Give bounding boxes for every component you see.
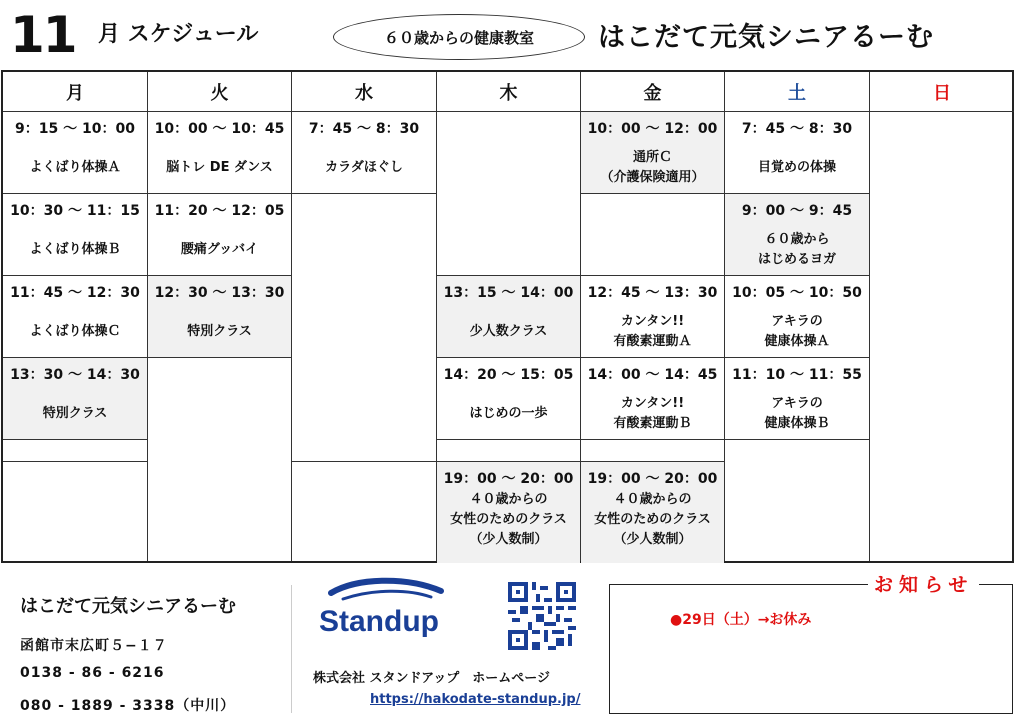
class-name: カラダほぐし	[325, 160, 403, 175]
qr-code-icon[interactable]	[508, 582, 576, 650]
class-name: 特別クラス	[42, 406, 108, 421]
day-header: 水	[292, 72, 436, 112]
class-slot	[292, 112, 436, 194]
class-label: ６０歳からの健康教室	[383, 28, 534, 47]
class-time: 13：15 〜 14：00	[443, 285, 574, 301]
day-header: 土	[725, 72, 869, 112]
class-time: 19：00 〜 20：00	[587, 471, 718, 487]
day-column	[437, 72, 581, 561]
class-slot	[437, 358, 580, 440]
class-time: 11：20 〜 12：05	[154, 203, 285, 219]
schedule-title: 月 スケジュール	[98, 22, 259, 47]
class-slot	[148, 112, 291, 194]
class-name: 特別クラス	[187, 324, 252, 339]
standup-logo	[313, 575, 463, 645]
address: 函館市末広町５−１７	[20, 638, 168, 654]
empty-slot	[581, 440, 724, 462]
day-column	[292, 72, 437, 561]
logo-text: Standup	[319, 605, 439, 638]
class-time: 7：45 〜 8：30	[308, 121, 420, 137]
class-time: 9：15 〜 10：00	[15, 121, 135, 137]
class-time: 14：20 〜 15：05	[443, 367, 574, 383]
class-slot	[581, 358, 724, 440]
class-slot	[725, 112, 869, 194]
standup-logo-icon	[313, 575, 463, 645]
class-label-pill	[333, 14, 585, 60]
class-time: 10：05 〜 10：50	[732, 285, 862, 301]
class-name: ４０歳からの 女性のためのクラス （少人数制）	[450, 492, 567, 547]
class-slot	[581, 276, 724, 358]
class-slot	[148, 276, 291, 358]
phone-number: 0138 - 86 - 6216	[20, 665, 165, 681]
class-slot	[725, 276, 869, 358]
gym-title: はこだて元気シニアるーむ	[598, 22, 934, 53]
day-header: 木	[437, 72, 580, 112]
class-name: アキラの 健康体操Ｂ	[764, 396, 830, 431]
class-slot	[3, 112, 147, 194]
class-slot	[725, 194, 869, 276]
month-number: 11	[10, 6, 76, 64]
class-slot	[3, 194, 147, 276]
notice-text: ●29日（土）→お休み	[670, 612, 812, 628]
class-name: 脳トレ DE ダンス	[166, 160, 273, 175]
class-name: 通所Ｃ （介護保険適用）	[600, 150, 705, 185]
class-slot	[3, 276, 147, 358]
day-header: 月	[3, 72, 147, 112]
day-column	[581, 72, 725, 561]
class-name: ６０歳から はじめるヨガ	[757, 232, 836, 267]
empty-slot	[581, 194, 724, 276]
class-time: 19：00 〜 20：00	[443, 471, 574, 487]
class-name: はじめの一歩	[469, 406, 548, 421]
class-time: 11：10 〜 11：55	[732, 367, 862, 383]
empty-slot	[3, 440, 147, 462]
class-slot	[437, 276, 580, 358]
day-header: 火	[148, 72, 291, 112]
class-time: 10：30 〜 11：15	[10, 203, 140, 219]
class-time: 14：00 〜 14：45	[587, 367, 718, 383]
class-name: 腰痛グッバイ	[180, 242, 259, 257]
class-time: 12：45 〜 13：30	[587, 285, 718, 301]
class-time: 11：45 〜 12：30	[10, 285, 140, 301]
class-name: よくばり体操Ｃ	[29, 324, 121, 339]
empty-slot	[3, 462, 147, 563]
footer-gym-name: はこだて元気シニアるーむ	[20, 596, 236, 617]
day-column	[3, 72, 148, 561]
class-time: 7：45 〜 8：30	[741, 121, 853, 137]
company-label: 株式会社 スタンドアップ ホームページ	[313, 671, 550, 686]
class-name: カンタン!! 有酸素運動Ｂ	[613, 396, 692, 431]
class-slot	[148, 194, 291, 276]
class-slot	[581, 462, 724, 563]
empty-slot	[292, 194, 436, 462]
day-column	[148, 72, 292, 561]
class-time: 9：00 〜 9：45	[741, 203, 853, 219]
mobile-number: 080 - 1889 - 3338（中川）	[20, 698, 236, 714]
class-name: ４０歳からの 女性のためのクラス （少人数制）	[594, 492, 711, 547]
empty-slot	[437, 440, 580, 462]
notice-box	[609, 584, 1013, 714]
day-column	[870, 72, 1014, 561]
class-name: よくばり体操Ａ	[29, 160, 121, 175]
class-slot	[437, 462, 580, 563]
day-header: 金	[581, 72, 724, 112]
class-slot	[3, 358, 147, 440]
class-slot	[581, 112, 724, 194]
class-time: 10：00 〜 10：45	[154, 121, 285, 137]
class-time: 13：30 〜 14：30	[10, 367, 140, 383]
class-name: アキラの 健康体操Ａ	[764, 314, 830, 349]
class-name: カンタン!! 有酸素運動Ａ	[613, 314, 692, 349]
schedule-grid	[1, 70, 1014, 563]
class-name: よくばり体操Ｂ	[29, 242, 121, 257]
empty-slot	[437, 112, 580, 276]
class-name: 目覚めの体操	[757, 160, 836, 175]
empty-slot	[725, 440, 869, 563]
notice-title: お知らせ	[868, 570, 979, 597]
footer-divider	[291, 585, 292, 713]
class-name: 少人数クラス	[469, 324, 548, 339]
day-column	[725, 72, 870, 561]
class-time: 12：30 〜 13：30	[154, 285, 285, 301]
empty-slot	[292, 462, 436, 563]
day-header: 日	[870, 72, 1014, 112]
class-time: 10：00 〜 12：00	[587, 121, 718, 137]
empty-slot	[148, 358, 291, 563]
class-slot	[725, 358, 869, 440]
homepage-link[interactable]: https://hakodate-standup.jp/	[370, 692, 581, 707]
